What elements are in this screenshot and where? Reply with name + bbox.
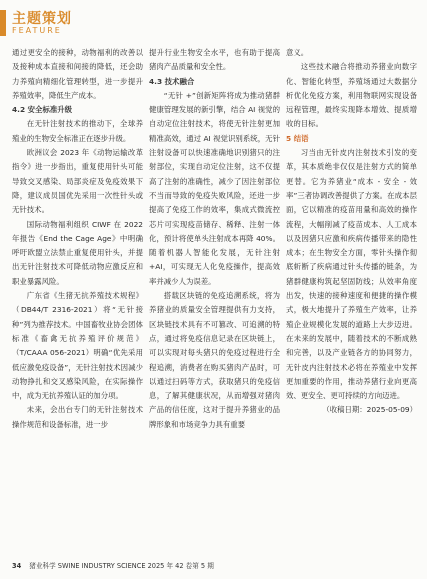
journal-info: 猪业科学 SWINE INDUSTRY SCIENCE 2025 年 42 卷第 5 期 (29, 562, 214, 570)
paragraph: 在无针注射技术的推动下，全球养殖业的生物安全标准正在逐步升级。 (12, 119, 143, 143)
paragraph: 意义。 (286, 48, 309, 57)
page-footer (12, 560, 422, 570)
subsection-heading: 4.2 安全标准升级 (12, 105, 73, 115)
paragraph: 搭载区块链的免疫追溯系统，将为养猪业的质量安全管理提供有力支持，区块链技术具有不可篡改、可追溯的特点，通过将免疫信息记录在区块链上，可以实现对每头猪只的免疫过程进行全程追溯，消费者在购买猪肉产品时，可以通过扫码等方式，获取猪只的免疫信息，了解其健康状况，从而增强对猪肉产品的信任度，这对于提升养猪业的品牌形象和市场竞争力具有重要 (149, 291, 280, 429)
paragraph: 通过更安全的接种，动物福利的改善以及接种成本直接和间接的降低，还会助力养殖向精细化管理转型，进一步提升养殖效率，降低生产成本。 (12, 48, 143, 100)
section-title: 主题策划 (12, 11, 72, 27)
paragraph: 广东省《生猪无抗养殖技术规程》（DB44/T 2316-2021）将“无针接种”列为推荐技术。中国畜牧业协会团体标准《畜禽无抗养殖评价规范》（T/CAAA 056-2021）明确“优先采用低应激免疫设备”，无针注射技术因减少动物挣扎和交叉感染风险，在实际操作中，成为无抗养殖认证的加分项。 (12, 291, 143, 401)
paragraph: 欧洲议会 2023 年《动物运输改革指令》进一步指出，重复使用针头可能导致交叉感染、局部炎症及免疫效果下降，建议成员国优先采用一次性针头或无针技术。 (12, 148, 143, 215)
paragraph: 提升行业生物安全水平，也有助于提高猪肉产品质量和安全性。 (149, 48, 280, 72)
paragraph: 国际动物福利组织 CIWF 在 2022 年报告《End the Cage Age》中明确呼吁欧盟立法禁止重复使用针头，并提出无针注射技术可降低动物应激反应和职业暴露风险。 (12, 219, 143, 286)
section-heading: 5 结语 (286, 133, 309, 143)
received-date: （收稿日期：2025-05-09） (322, 405, 417, 415)
text-column-3 (286, 46, 417, 418)
page-number: 34 (12, 562, 22, 570)
paragraph: 习当由无针皮内注射技术引发的变革，其本质绝非仅仅是注射方式的简单更替。它为养猪业“成本 - 安全 - 效率”三者协调改善提供了方案。在成本层面，它以精准的疫苗用量和高效的操作流程，大幅削减了疫苗成本、人工成本以及因猪只应激和疾病传播带来的隐性成本；在生物安全方面，零针头操作彻底斩断了疾病通过针头传播的链条，为猪群健康构筑起坚固防线；从效率角度出发，快速的接种速度和便捷的操作模式，极大地提升了养殖生产效率，让养殖企业规模化发展的道路上大步迈进。在未来的发展中，随着技术的不断成熟和完善，以及产业链各方的协同努力，无针皮内注射技术必将在养殖业中发挥更加重要的作用，推动养猪行业向更高效、更安全、更可持续的方向迈进。 (286, 148, 417, 401)
subsection-heading: 4.3 技术融合 (149, 76, 195, 86)
paragraph: 未来，会出台专门的无针注射技术操作规范和设备标准，进一步 (12, 405, 143, 429)
text-column-1 (12, 46, 143, 432)
section-subtitle: FEATURE (12, 26, 62, 35)
paragraph: “无针 +”创新矩阵将成为推动猪群健康管理发展的新引擎，结合 AI 视觉的自动定位注射技术，将使无针注射更加精准高效，通过 AI 视觉识别系统，无针注射设备可以快速准确地识别猪只的注射部位，实现自动定位注射，这不仅提高了注射的准确性，减少了因注射部位不当而导致的免疫失败风险，还进一步提高了免疫工作的效率，集成式微流控芯片可实现疫苗储存、稀释、注射一体化，预计将使单头注射成本再降 40%。随着机器人智能化发展，无针注射 +AI，可实现无人化免疫操作，提高效率并减少人为误差。 (149, 90, 280, 286)
paragraph: 这些技术融合将推动养猪业向数字化、智能化转型，养殖场通过大数据分析优化免疫方案，利用物联网实现设备远程管理，最终实现降本增效、提质增收的目标。 (286, 62, 417, 129)
text-column-2 (149, 46, 280, 432)
section-header (0, 0, 427, 44)
header-accent-bar (0, 10, 6, 36)
